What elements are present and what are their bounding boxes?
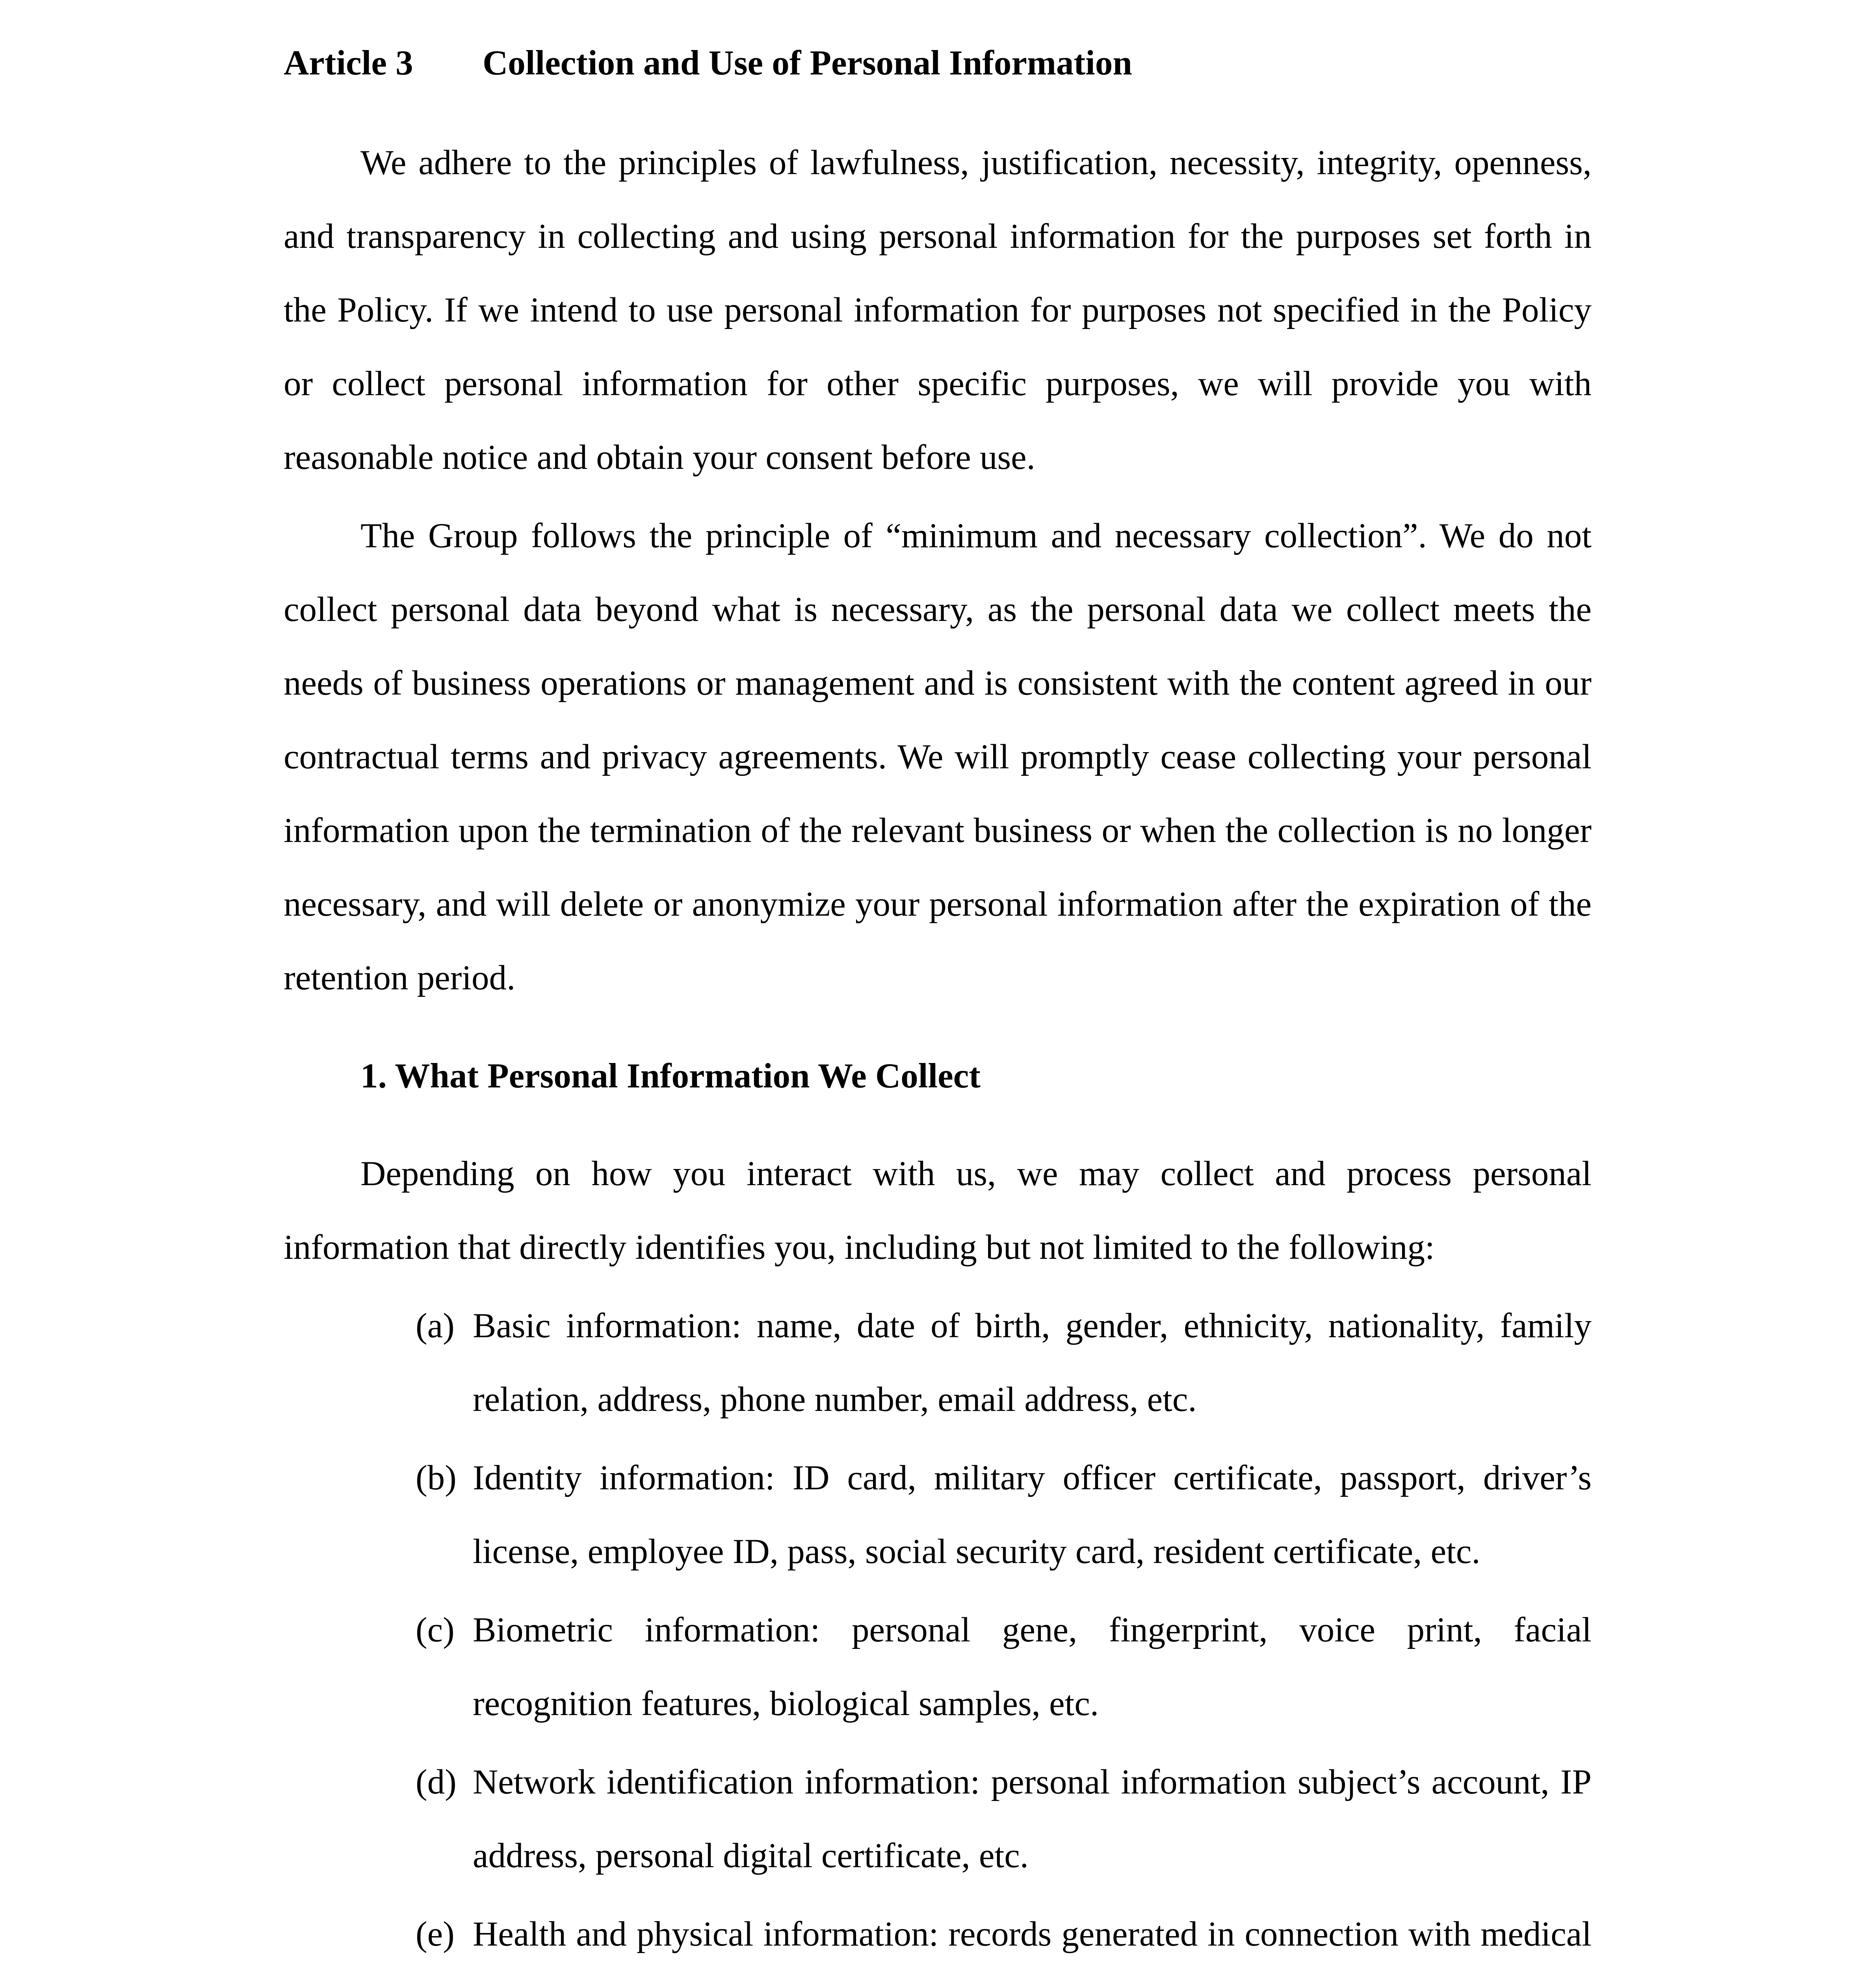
- paragraph-minimum-collection: The Group follows the principle of “minimum and necessary collection”. We do not collect personal data beyond what is necessary, as the personal data we collect meets the needs of business operations or management and is consistent with the content agreed in our contractual terms and privacy agreements. We will promptly cease collecting your personal information upon the termination of the relevant business or when the collection is no longer necessary, and will delete or anonymize your personal information after the expiration of the retention period.: [284, 517, 1592, 997]
- list-item-health-information: [284, 1898, 1592, 1970]
- list-item-biometric-information: [284, 1593, 1592, 1741]
- list-marker: (e): [416, 1915, 455, 1953]
- section-heading: 1. What Personal Information We Collect: [360, 1057, 981, 1095]
- list-item-text: Network identification information: personal information subject’s account, IP address, personal digital certificate, etc.: [473, 1763, 1592, 1875]
- list-item-identity-information: [284, 1441, 1592, 1589]
- list-marker: (a): [416, 1307, 455, 1345]
- article-title: Collection and Use of Personal Information: [483, 44, 1132, 82]
- list-item-text: Identity information: ID card, military officer certificate, passport, driver’s license, employee ID, pass, social security card, resident certificate, etc.: [473, 1459, 1592, 1571]
- list-item-network-identification: [284, 1745, 1592, 1893]
- personal-info-list: [284, 1289, 1592, 1970]
- document-body: [284, 37, 1592, 1970]
- article-heading: [284, 37, 1592, 89]
- section-intro: Depending on how you interact with us, we may collect and process personal information that directly identifies you, including but not limited to the following:: [284, 1154, 1592, 1267]
- list-marker: (d): [416, 1763, 457, 1801]
- paragraph-principles: We adhere to the principles of lawfulness, justification, necessity, integrity, openness, and transparency in collecting and using personal information for the purposes set forth in the Policy. If we intend to use personal information for purposes not specified in the Policy or collect personal information for other specific purposes, we will provide you with reasonable notice and obtain your consent before use.: [284, 143, 1592, 477]
- list-item-text: Basic information: name, date of birth, gender, ethnicity, nationality, family relation, address, phone number, email address, etc.: [473, 1307, 1592, 1419]
- list-item-text: Biometric information: personal gene, fingerprint, voice print, facial recognition features, biological samples, etc.: [473, 1611, 1592, 1723]
- list-marker: (c): [416, 1611, 455, 1649]
- list-item-basic-information: [284, 1289, 1592, 1437]
- list-marker: (b): [416, 1459, 457, 1497]
- article-number: Article 3: [284, 44, 413, 82]
- list-item-text: Health and physical information: records generated in connection with medical: [473, 1915, 1592, 1953]
